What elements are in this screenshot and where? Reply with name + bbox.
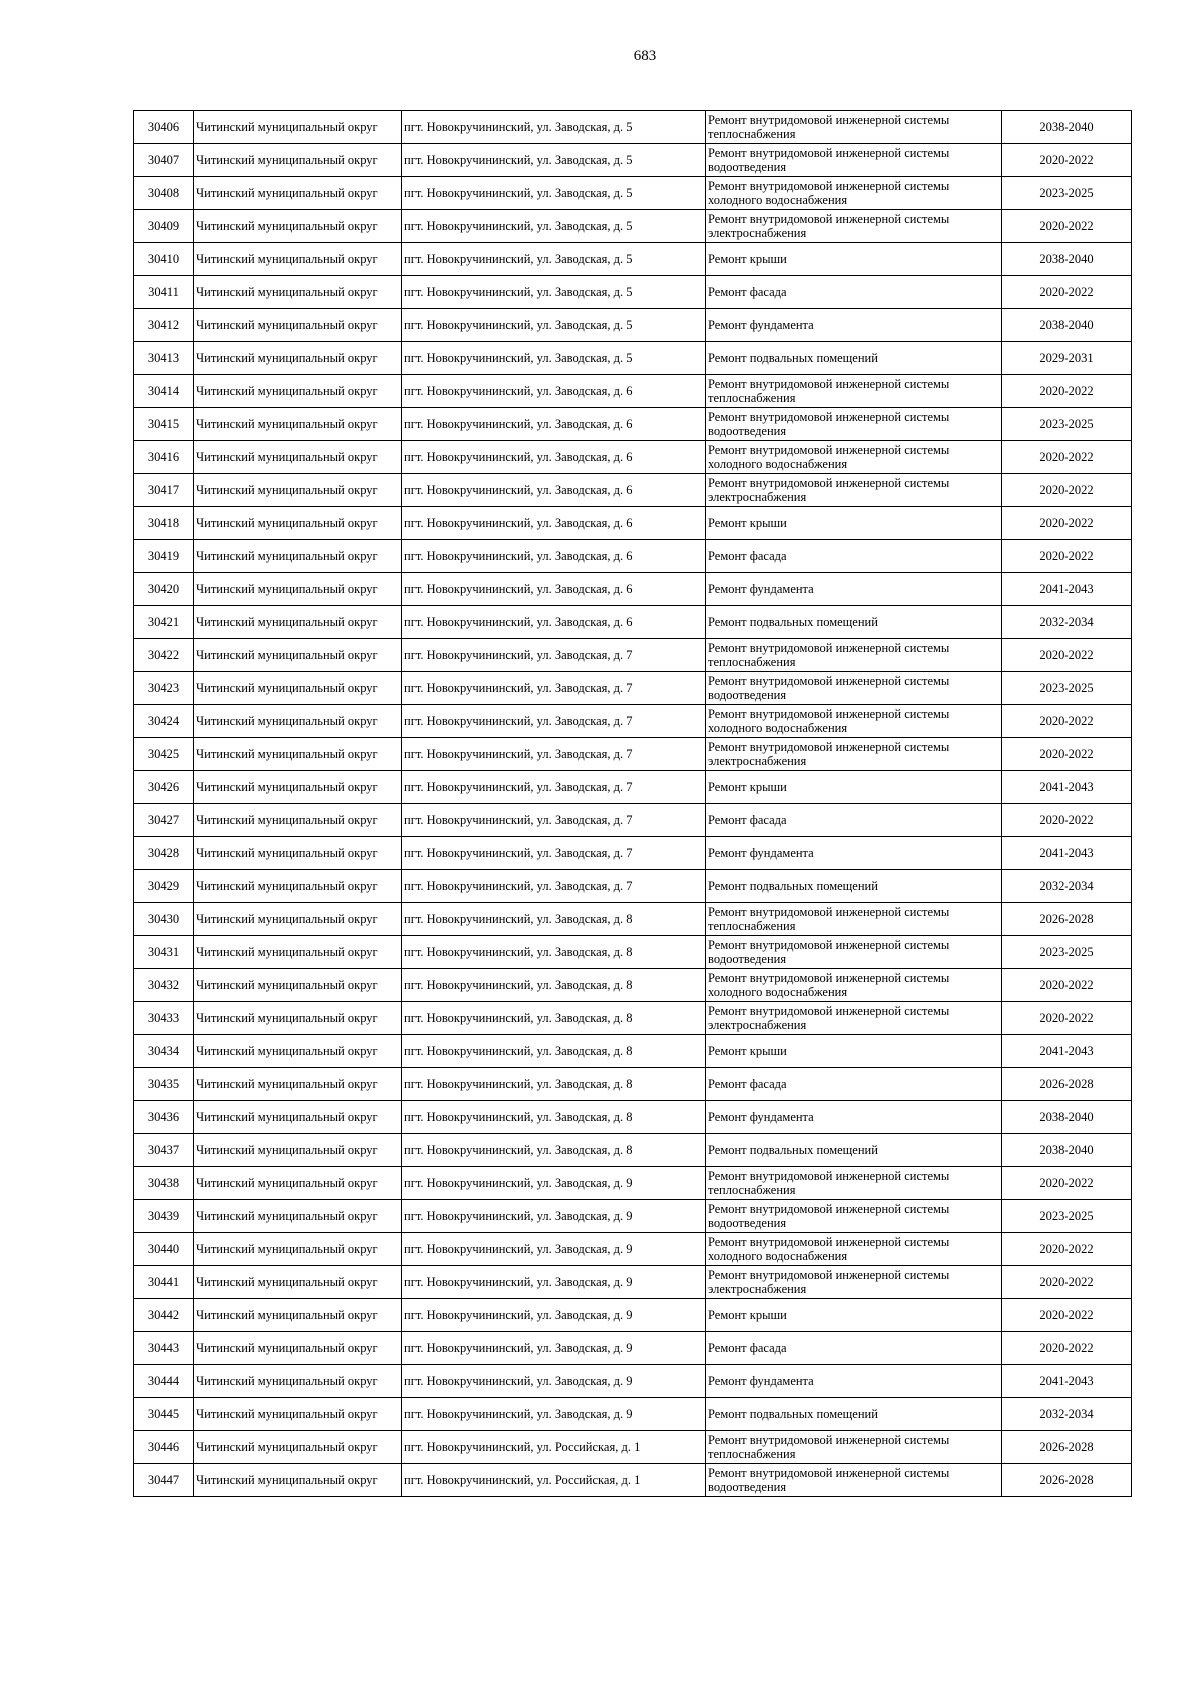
period-cell: 2041-2043 bbox=[1002, 1365, 1132, 1398]
record-number-cell: 30412 bbox=[134, 309, 194, 342]
work-type-cell: Ремонт внутридомовой инженерной системы теплоснабжения bbox=[706, 111, 1002, 144]
work-type-cell: Ремонт внутридомовой инженерной системы теплоснабжения bbox=[706, 1431, 1002, 1464]
period-cell: 2026-2028 bbox=[1002, 1464, 1132, 1497]
record-number-cell: 30424 bbox=[134, 705, 194, 738]
table-row bbox=[134, 936, 1132, 969]
municipality-cell: Читинский муниципальный округ bbox=[194, 1200, 402, 1233]
record-number-cell: 30434 bbox=[134, 1035, 194, 1068]
record-number-cell: 30444 bbox=[134, 1365, 194, 1398]
table-row bbox=[134, 507, 1132, 540]
period-cell: 2041-2043 bbox=[1002, 573, 1132, 606]
table-row bbox=[134, 1332, 1132, 1365]
address-cell: пгт. Новокручининский, ул. Заводская, д. 7 bbox=[402, 705, 706, 738]
address-cell: пгт. Новокручининский, ул. Заводская, д. 6 bbox=[402, 606, 706, 639]
municipality-cell: Читинский муниципальный округ bbox=[194, 837, 402, 870]
work-type-cell: Ремонт внутридомовой инженерной системы теплоснабжения bbox=[706, 903, 1002, 936]
address-cell: пгт. Новокручининский, ул. Заводская, д. 9 bbox=[402, 1233, 706, 1266]
table-row bbox=[134, 639, 1132, 672]
period-cell: 2032-2034 bbox=[1002, 606, 1132, 639]
municipality-cell: Читинский муниципальный округ bbox=[194, 474, 402, 507]
table-row bbox=[134, 408, 1132, 441]
table-row bbox=[134, 738, 1132, 771]
work-type-cell: Ремонт внутридомовой инженерной системы электроснабжения bbox=[706, 1266, 1002, 1299]
work-type-cell: Ремонт подвальных помещений bbox=[706, 342, 1002, 375]
table-row bbox=[134, 177, 1132, 210]
municipality-cell: Читинский муниципальный округ bbox=[194, 903, 402, 936]
work-type-cell: Ремонт крыши bbox=[706, 507, 1002, 540]
work-type-cell: Ремонт внутридомовой инженерной системы водоотведения bbox=[706, 408, 1002, 441]
municipality-cell: Читинский муниципальный округ bbox=[194, 1002, 402, 1035]
record-number-cell: 30433 bbox=[134, 1002, 194, 1035]
period-cell: 2020-2022 bbox=[1002, 705, 1132, 738]
table-row bbox=[134, 969, 1132, 1002]
address-cell: пгт. Новокручининский, ул. Заводская, д. 5 bbox=[402, 177, 706, 210]
municipality-cell: Читинский муниципальный округ bbox=[194, 1134, 402, 1167]
work-type-cell: Ремонт внутридомовой инженерной системы электроснабжения bbox=[706, 210, 1002, 243]
address-cell: пгт. Новокручининский, ул. Заводская, д. 8 bbox=[402, 1002, 706, 1035]
record-number-cell: 30410 bbox=[134, 243, 194, 276]
work-type-cell: Ремонт внутридомовой инженерной системы холодного водоснабжения bbox=[706, 1233, 1002, 1266]
record-number-cell: 30423 bbox=[134, 672, 194, 705]
table-row bbox=[134, 1299, 1132, 1332]
work-type-cell: Ремонт подвальных помещений bbox=[706, 1134, 1002, 1167]
table-row bbox=[134, 1233, 1132, 1266]
period-cell: 2020-2022 bbox=[1002, 1299, 1132, 1332]
record-number-cell: 30432 bbox=[134, 969, 194, 1002]
record-number-cell: 30446 bbox=[134, 1431, 194, 1464]
record-number-cell: 30418 bbox=[134, 507, 194, 540]
work-type-cell: Ремонт фасада bbox=[706, 276, 1002, 309]
record-number-cell: 30425 bbox=[134, 738, 194, 771]
table-row bbox=[134, 804, 1132, 837]
work-type-cell: Ремонт внутридомовой инженерной системы холодного водоснабжения bbox=[706, 969, 1002, 1002]
period-cell: 2020-2022 bbox=[1002, 144, 1132, 177]
municipality-cell: Читинский муниципальный округ bbox=[194, 1167, 402, 1200]
work-type-cell: Ремонт внутридомовой инженерной системы электроснабжения bbox=[706, 474, 1002, 507]
period-cell: 2026-2028 bbox=[1002, 1431, 1132, 1464]
municipality-cell: Читинский муниципальный округ bbox=[194, 936, 402, 969]
address-cell: пгт. Новокручининский, ул. Заводская, д. 6 bbox=[402, 573, 706, 606]
municipality-cell: Читинский муниципальный округ bbox=[194, 342, 402, 375]
work-type-cell: Ремонт внутридомовой инженерной системы водоотведения bbox=[706, 1200, 1002, 1233]
municipality-cell: Читинский муниципальный округ bbox=[194, 1266, 402, 1299]
table-row bbox=[134, 705, 1132, 738]
period-cell: 2020-2022 bbox=[1002, 639, 1132, 672]
work-type-cell: Ремонт фасада bbox=[706, 1332, 1002, 1365]
record-number-cell: 30430 bbox=[134, 903, 194, 936]
period-cell: 2038-2040 bbox=[1002, 309, 1132, 342]
table-row bbox=[134, 573, 1132, 606]
period-cell: 2020-2022 bbox=[1002, 1266, 1132, 1299]
address-cell: пгт. Новокручининский, ул. Заводская, д. 9 bbox=[402, 1299, 706, 1332]
municipality-cell: Читинский муниципальный округ bbox=[194, 771, 402, 804]
table-row bbox=[134, 1134, 1132, 1167]
period-cell: 2020-2022 bbox=[1002, 507, 1132, 540]
municipality-cell: Читинский муниципальный округ bbox=[194, 705, 402, 738]
table-row bbox=[134, 540, 1132, 573]
record-number-cell: 30431 bbox=[134, 936, 194, 969]
period-cell: 2020-2022 bbox=[1002, 804, 1132, 837]
address-cell: пгт. Новокручининский, ул. Заводская, д. 9 bbox=[402, 1332, 706, 1365]
table-row bbox=[134, 870, 1132, 903]
page-number: 683 bbox=[633, 48, 657, 64]
work-type-cell: Ремонт внутридомовой инженерной системы электроснабжения bbox=[706, 1002, 1002, 1035]
table-row bbox=[134, 1464, 1132, 1497]
record-number-cell: 30437 bbox=[134, 1134, 194, 1167]
work-type-cell: Ремонт фасада bbox=[706, 1068, 1002, 1101]
address-cell: пгт. Новокручининский, ул. Заводская, д. 6 bbox=[402, 408, 706, 441]
address-cell: пгт. Новокручининский, ул. Российская, д. 1 bbox=[402, 1431, 706, 1464]
period-cell: 2038-2040 bbox=[1002, 1101, 1132, 1134]
period-cell: 2029-2031 bbox=[1002, 342, 1132, 375]
work-type-cell: Ремонт фундамента bbox=[706, 837, 1002, 870]
work-type-cell: Ремонт крыши bbox=[706, 1035, 1002, 1068]
municipality-cell: Читинский муниципальный округ bbox=[194, 1068, 402, 1101]
work-type-cell: Ремонт внутридомовой инженерной системы холодного водоснабжения bbox=[706, 705, 1002, 738]
table-row bbox=[134, 111, 1132, 144]
record-number-cell: 30422 bbox=[134, 639, 194, 672]
address-cell: пгт. Новокручининский, ул. Заводская, д. 8 bbox=[402, 936, 706, 969]
work-type-cell: Ремонт внутридомовой инженерной системы водоотведения bbox=[706, 144, 1002, 177]
municipality-cell: Читинский муниципальный округ bbox=[194, 540, 402, 573]
period-cell: 2020-2022 bbox=[1002, 441, 1132, 474]
address-cell: пгт. Новокручининский, ул. Заводская, д. 7 bbox=[402, 672, 706, 705]
registry-table bbox=[133, 110, 1132, 1497]
table-row bbox=[134, 309, 1132, 342]
period-cell: 2041-2043 bbox=[1002, 771, 1132, 804]
record-number-cell: 30421 bbox=[134, 606, 194, 639]
period-cell: 2038-2040 bbox=[1002, 243, 1132, 276]
period-cell: 2041-2043 bbox=[1002, 837, 1132, 870]
table-row bbox=[134, 1101, 1132, 1134]
period-cell: 2020-2022 bbox=[1002, 969, 1132, 1002]
address-cell: пгт. Новокручининский, ул. Заводская, д. 8 bbox=[402, 1101, 706, 1134]
municipality-cell: Читинский муниципальный округ bbox=[194, 507, 402, 540]
table-row bbox=[134, 144, 1132, 177]
municipality-cell: Читинский муниципальный округ bbox=[194, 1365, 402, 1398]
address-cell: пгт. Новокручининский, ул. Заводская, д. 7 bbox=[402, 639, 706, 672]
registry-table-body bbox=[134, 111, 1132, 1497]
record-number-cell: 30406 bbox=[134, 111, 194, 144]
period-cell: 2020-2022 bbox=[1002, 1233, 1132, 1266]
record-number-cell: 30419 bbox=[134, 540, 194, 573]
address-cell: пгт. Новокручининский, ул. Заводская, д. 5 bbox=[402, 243, 706, 276]
municipality-cell: Читинский муниципальный округ bbox=[194, 375, 402, 408]
table-row bbox=[134, 1035, 1132, 1068]
address-cell: пгт. Новокручининский, ул. Заводская, д. 8 bbox=[402, 969, 706, 1002]
record-number-cell: 30443 bbox=[134, 1332, 194, 1365]
period-cell: 2020-2022 bbox=[1002, 474, 1132, 507]
period-cell: 2026-2028 bbox=[1002, 1068, 1132, 1101]
municipality-cell: Читинский муниципальный округ bbox=[194, 606, 402, 639]
municipality-cell: Читинский муниципальный округ bbox=[194, 309, 402, 342]
address-cell: пгт. Новокручининский, ул. Заводская, д. 8 bbox=[402, 1134, 706, 1167]
address-cell: пгт. Новокручининский, ул. Заводская, д. 5 bbox=[402, 342, 706, 375]
work-type-cell: Ремонт крыши bbox=[706, 1299, 1002, 1332]
municipality-cell: Читинский муниципальный округ bbox=[194, 969, 402, 1002]
work-type-cell: Ремонт фасада bbox=[706, 804, 1002, 837]
address-cell: пгт. Новокручининский, ул. Заводская, д. 6 bbox=[402, 441, 706, 474]
table-row bbox=[134, 276, 1132, 309]
work-type-cell: Ремонт фундамента bbox=[706, 1101, 1002, 1134]
address-cell: пгт. Новокручининский, ул. Заводская, д. 7 bbox=[402, 870, 706, 903]
work-type-cell: Ремонт внутридомовой инженерной системы теплоснабжения bbox=[706, 375, 1002, 408]
municipality-cell: Читинский муниципальный округ bbox=[194, 804, 402, 837]
address-cell: пгт. Новокручининский, ул. Российская, д. 1 bbox=[402, 1464, 706, 1497]
work-type-cell: Ремонт подвальных помещений bbox=[706, 606, 1002, 639]
municipality-cell: Читинский муниципальный округ bbox=[194, 573, 402, 606]
period-cell: 2020-2022 bbox=[1002, 1167, 1132, 1200]
record-number-cell: 30441 bbox=[134, 1266, 194, 1299]
table-row bbox=[134, 606, 1132, 639]
record-number-cell: 30429 bbox=[134, 870, 194, 903]
period-cell: 2020-2022 bbox=[1002, 375, 1132, 408]
municipality-cell: Читинский муниципальный округ bbox=[194, 111, 402, 144]
period-cell: 2023-2025 bbox=[1002, 1200, 1132, 1233]
table-row bbox=[134, 1068, 1132, 1101]
period-cell: 2038-2040 bbox=[1002, 1134, 1132, 1167]
record-number-cell: 30427 bbox=[134, 804, 194, 837]
record-number-cell: 30408 bbox=[134, 177, 194, 210]
work-type-cell: Ремонт внутридомовой инженерной системы водоотведения bbox=[706, 672, 1002, 705]
record-number-cell: 30414 bbox=[134, 375, 194, 408]
period-cell: 2032-2034 bbox=[1002, 870, 1132, 903]
address-cell: пгт. Новокручининский, ул. Заводская, д. 5 bbox=[402, 276, 706, 309]
table-row bbox=[134, 342, 1132, 375]
record-number-cell: 30442 bbox=[134, 1299, 194, 1332]
work-type-cell: Ремонт внутридомовой инженерной системы теплоснабжения bbox=[706, 1167, 1002, 1200]
address-cell: пгт. Новокручининский, ул. Заводская, д. 8 bbox=[402, 1035, 706, 1068]
table-row bbox=[134, 1398, 1132, 1431]
record-number-cell: 30435 bbox=[134, 1068, 194, 1101]
address-cell: пгт. Новокручининский, ул. Заводская, д. 9 bbox=[402, 1398, 706, 1431]
address-cell: пгт. Новокручининский, ул. Заводская, д. 6 bbox=[402, 540, 706, 573]
municipality-cell: Читинский муниципальный округ bbox=[194, 1035, 402, 1068]
period-cell: 2023-2025 bbox=[1002, 177, 1132, 210]
work-type-cell: Ремонт внутридомовой инженерной системы холодного водоснабжения bbox=[706, 177, 1002, 210]
work-type-cell: Ремонт внутридомовой инженерной системы водоотведения bbox=[706, 1464, 1002, 1497]
municipality-cell: Читинский муниципальный округ bbox=[194, 441, 402, 474]
municipality-cell: Читинский муниципальный округ bbox=[194, 1101, 402, 1134]
municipality-cell: Читинский муниципальный округ bbox=[194, 1398, 402, 1431]
address-cell: пгт. Новокручининский, ул. Заводская, д. 9 bbox=[402, 1266, 706, 1299]
address-cell: пгт. Новокручининский, ул. Заводская, д. 9 bbox=[402, 1200, 706, 1233]
municipality-cell: Читинский муниципальный округ bbox=[194, 210, 402, 243]
municipality-cell: Читинский муниципальный округ bbox=[194, 276, 402, 309]
municipality-cell: Читинский муниципальный округ bbox=[194, 408, 402, 441]
municipality-cell: Читинский муниципальный округ bbox=[194, 1233, 402, 1266]
table-row bbox=[134, 243, 1132, 276]
address-cell: пгт. Новокручининский, ул. Заводская, д. 9 bbox=[402, 1167, 706, 1200]
work-type-cell: Ремонт крыши bbox=[706, 243, 1002, 276]
table-row bbox=[134, 1200, 1132, 1233]
address-cell: пгт. Новокручининский, ул. Заводская, д. 6 bbox=[402, 474, 706, 507]
period-cell: 2023-2025 bbox=[1002, 408, 1132, 441]
period-cell: 2020-2022 bbox=[1002, 210, 1132, 243]
municipality-cell: Читинский муниципальный округ bbox=[194, 738, 402, 771]
table-row bbox=[134, 771, 1132, 804]
address-cell: пгт. Новокручининский, ул. Заводская, д. 6 bbox=[402, 507, 706, 540]
work-type-cell: Ремонт внутридомовой инженерной системы электроснабжения bbox=[706, 738, 1002, 771]
table-row bbox=[134, 474, 1132, 507]
period-cell: 2020-2022 bbox=[1002, 276, 1132, 309]
address-cell: пгт. Новокручининский, ул. Заводская, д. 9 bbox=[402, 1365, 706, 1398]
address-cell: пгт. Новокручининский, ул. Заводская, д. 7 bbox=[402, 771, 706, 804]
record-number-cell: 30428 bbox=[134, 837, 194, 870]
period-cell: 2032-2034 bbox=[1002, 1398, 1132, 1431]
period-cell: 2020-2022 bbox=[1002, 540, 1132, 573]
address-cell: пгт. Новокручининский, ул. Заводская, д. 5 bbox=[402, 111, 706, 144]
address-cell: пгт. Новокручининский, ул. Заводская, д. 8 bbox=[402, 1068, 706, 1101]
table-row bbox=[134, 375, 1132, 408]
municipality-cell: Читинский муниципальный округ bbox=[194, 639, 402, 672]
record-number-cell: 30409 bbox=[134, 210, 194, 243]
work-type-cell: Ремонт крыши bbox=[706, 771, 1002, 804]
address-cell: пгт. Новокручининский, ул. Заводская, д. 5 bbox=[402, 210, 706, 243]
municipality-cell: Читинский муниципальный округ bbox=[194, 144, 402, 177]
work-type-cell: Ремонт внутридомовой инженерной системы водоотведения bbox=[706, 936, 1002, 969]
work-type-cell: Ремонт внутридомовой инженерной системы теплоснабжения bbox=[706, 639, 1002, 672]
municipality-cell: Читинский муниципальный округ bbox=[194, 1299, 402, 1332]
work-type-cell: Ремонт подвальных помещений bbox=[706, 1398, 1002, 1431]
period-cell: 2023-2025 bbox=[1002, 936, 1132, 969]
period-cell: 2041-2043 bbox=[1002, 1035, 1132, 1068]
record-number-cell: 30411 bbox=[134, 276, 194, 309]
record-number-cell: 30440 bbox=[134, 1233, 194, 1266]
address-cell: пгт. Новокручининский, ул. Заводская, д. 7 bbox=[402, 837, 706, 870]
record-number-cell: 30417 bbox=[134, 474, 194, 507]
table-row bbox=[134, 1431, 1132, 1464]
municipality-cell: Читинский муниципальный округ bbox=[194, 243, 402, 276]
record-number-cell: 30445 bbox=[134, 1398, 194, 1431]
record-number-cell: 30415 bbox=[134, 408, 194, 441]
period-cell: 2026-2028 bbox=[1002, 903, 1132, 936]
record-number-cell: 30438 bbox=[134, 1167, 194, 1200]
table-row bbox=[134, 903, 1132, 936]
municipality-cell: Читинский муниципальный округ bbox=[194, 1464, 402, 1497]
period-cell: 2020-2022 bbox=[1002, 1002, 1132, 1035]
record-number-cell: 30413 bbox=[134, 342, 194, 375]
address-cell: пгт. Новокручининский, ул. Заводская, д. 5 bbox=[402, 144, 706, 177]
record-number-cell: 30420 bbox=[134, 573, 194, 606]
work-type-cell: Ремонт фундамента bbox=[706, 573, 1002, 606]
municipality-cell: Читинский муниципальный округ bbox=[194, 1332, 402, 1365]
record-number-cell: 30407 bbox=[134, 144, 194, 177]
work-type-cell: Ремонт фундамента bbox=[706, 309, 1002, 342]
address-cell: пгт. Новокручининский, ул. Заводская, д. 7 bbox=[402, 738, 706, 771]
work-type-cell: Ремонт фундамента bbox=[706, 1365, 1002, 1398]
work-type-cell: Ремонт фасада bbox=[706, 540, 1002, 573]
record-number-cell: 30436 bbox=[134, 1101, 194, 1134]
municipality-cell: Читинский муниципальный округ bbox=[194, 672, 402, 705]
address-cell: пгт. Новокручининский, ул. Заводская, д. 6 bbox=[402, 375, 706, 408]
table-row bbox=[134, 672, 1132, 705]
table-row bbox=[134, 837, 1132, 870]
record-number-cell: 30447 bbox=[134, 1464, 194, 1497]
address-cell: пгт. Новокручининский, ул. Заводская, д. 7 bbox=[402, 804, 706, 837]
address-cell: пгт. Новокручининский, ул. Заводская, д. 8 bbox=[402, 903, 706, 936]
record-number-cell: 30416 bbox=[134, 441, 194, 474]
period-cell: 2023-2025 bbox=[1002, 672, 1132, 705]
table-row bbox=[134, 1167, 1132, 1200]
work-type-cell: Ремонт подвальных помещений bbox=[706, 870, 1002, 903]
municipality-cell: Читинский муниципальный округ bbox=[194, 1431, 402, 1464]
record-number-cell: 30439 bbox=[134, 1200, 194, 1233]
table-row bbox=[134, 210, 1132, 243]
table-row bbox=[134, 1002, 1132, 1035]
table-row bbox=[134, 1266, 1132, 1299]
period-cell: 2020-2022 bbox=[1002, 738, 1132, 771]
record-number-cell: 30426 bbox=[134, 771, 194, 804]
address-cell: пгт. Новокручининский, ул. Заводская, д. 5 bbox=[402, 309, 706, 342]
table-row bbox=[134, 441, 1132, 474]
municipality-cell: Читинский муниципальный округ bbox=[194, 177, 402, 210]
period-cell: 2038-2040 bbox=[1002, 111, 1132, 144]
period-cell: 2020-2022 bbox=[1002, 1332, 1132, 1365]
municipality-cell: Читинский муниципальный округ bbox=[194, 870, 402, 903]
work-type-cell: Ремонт внутридомовой инженерной системы холодного водоснабжения bbox=[706, 441, 1002, 474]
table-row bbox=[134, 1365, 1132, 1398]
